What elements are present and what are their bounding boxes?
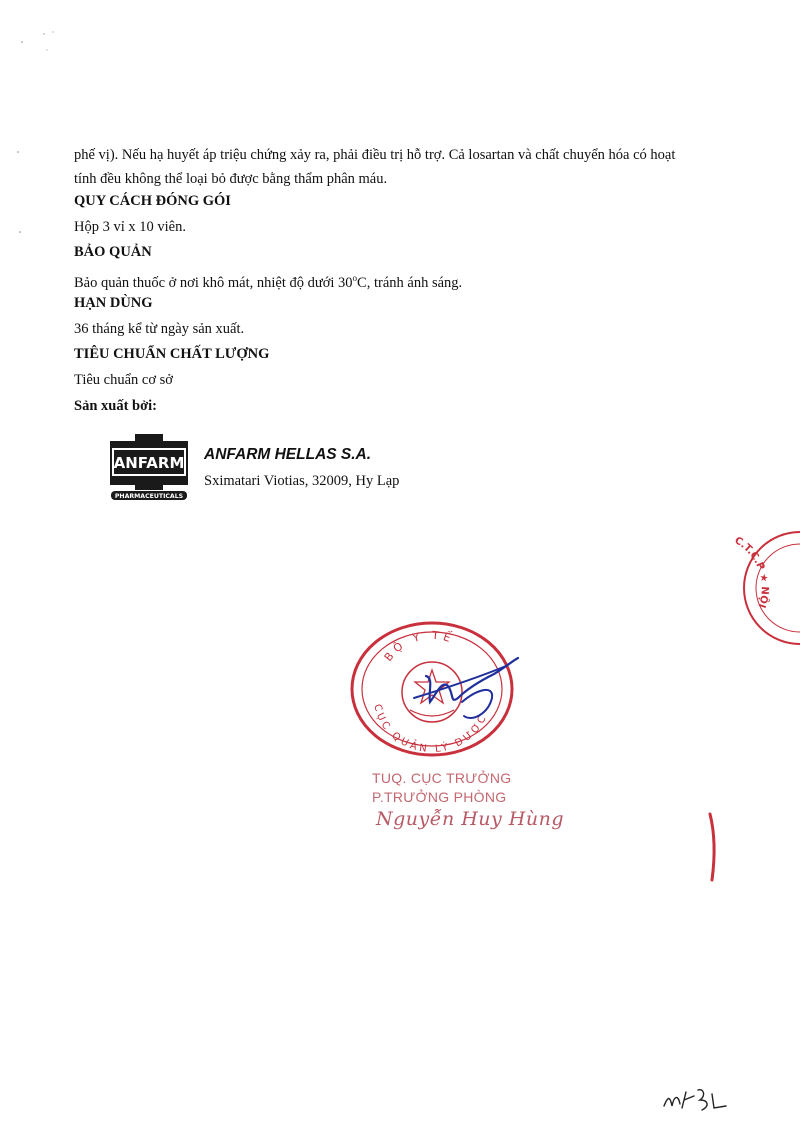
signer-name: Nguyễn Huy Hùng	[376, 808, 565, 830]
logo-text: ANFARM	[113, 454, 185, 472]
svg-text:C.T.C.P ★ NỘI	[732, 535, 771, 609]
stamp-top-text: BỘ Y TẾ	[381, 628, 457, 664]
signer-title-2: P.TRƯỞNG PHÒNG	[372, 789, 507, 805]
signer-title-1: TUQ. CỤC TRƯỞNG	[372, 770, 512, 786]
intro-line-1: phế vị). Nếu hạ huyết áp triệu chứng xảy ra, phải điều trị hỗ trợ. Cả losartan và chất chuyển hóa có hoạt	[74, 147, 676, 163]
storage-text-before: Bảo quản thuốc ở nơi khô mát, nhiệt độ dưới 30	[74, 274, 353, 291]
manufacturer-address: Sximatari Viotias, 32009, Hy Lạp	[204, 473, 400, 489]
stamp-bottom-text: CỤC QUẢN LÝ DƯỢC	[371, 703, 490, 756]
anfarm-logo-icon	[108, 432, 190, 502]
intro-line-2: tính đều không thể loại bỏ được bằng thẩm phân máu.	[74, 171, 388, 187]
svg-text:BỘ Y TẾ	[382, 629, 457, 664]
red-ink-mark	[700, 810, 730, 890]
manufacturer-name: ANFARM HELLAS S.A.	[204, 446, 372, 463]
handwritten-initials	[660, 1082, 744, 1116]
ministry-stamp	[344, 618, 520, 760]
shelf-life-text: 36 tháng kể từ ngày sản xuất.	[74, 321, 245, 337]
packaging-text: Hộp 3 vỉ x 10 viên.	[74, 219, 186, 235]
storage-degree: o	[352, 273, 358, 283]
packaging-heading: QUY CÁCH ĐÓNG GÓI	[74, 193, 231, 209]
storage-text-after: C, tránh ánh sáng.	[357, 274, 463, 291]
intro-paragraph	[74, 143, 744, 191]
quality-standard-heading: TIÊU CHUẨN CHẤT LƯỢNG	[74, 346, 270, 362]
scan-speckles	[12, 20, 72, 250]
quality-standard-text: Tiêu chuẩn cơ sở	[74, 372, 173, 388]
storage-heading: BẢO QUẢN	[74, 244, 152, 260]
partial-company-stamp	[706, 528, 800, 648]
edge-stamp-text: C.T.C.P ★ NỘI	[732, 535, 770, 610]
logo-subtext: PHARMACEUTICALS	[114, 493, 184, 500]
storage-text	[74, 268, 462, 293]
shelf-life-heading: HẠN DÙNG	[74, 295, 153, 311]
manufacturer-label: Sản xuất bởi:	[74, 398, 157, 414]
